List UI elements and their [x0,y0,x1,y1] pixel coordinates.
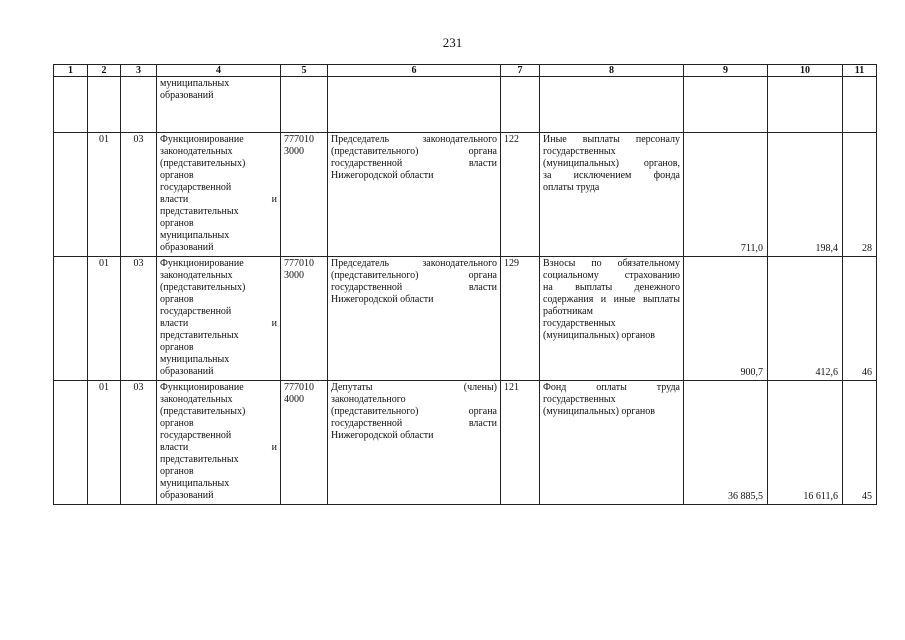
article-name: Депутаты (члены) законодательного (представительного) органа государственной власти Нижегородской области [328,381,501,505]
percent-value: 28 [843,133,877,257]
expense-type-code: 129 [501,257,540,381]
budget-table [53,64,877,505]
percent-value: 46 [843,257,877,381]
header-col-3: 3 [121,65,157,77]
expense-type-name: Иные выплаты персоналу государственных (муниципальных) органов, за исключением фонда оплаты труда [540,133,684,257]
header-col-1: 1 [54,65,88,77]
expense-type-code: 121 [501,381,540,505]
actual-value: 198,4 [768,133,843,257]
header-col-2: 2 [88,65,121,77]
table-row-continuation [54,77,877,133]
plan-value: 900,7 [684,257,768,381]
header-col-9: 9 [684,65,768,77]
article-name: Председатель законодательного (представительного) органа государственной власти Нижегородской области [328,133,501,257]
table-row [54,133,877,257]
subsection-code: 03 [121,381,157,505]
target-article: 777010 3000 [281,257,328,381]
expense-type-code: 122 [501,133,540,257]
expense-type-name: Взносы по обязательному социальному страхованию на выплаты денежного содержания и иные выплаты работникам государственных (муниципальных) органов [540,257,684,381]
section-code: 01 [88,133,121,257]
table-row [54,257,877,381]
header-col-4: 4 [157,65,281,77]
section-name: Функционирование законодательных (представительных) органов государственной власти и представительных органов муниципальных образований [157,257,281,381]
target-article: 777010 4000 [281,381,328,505]
header-col-7: 7 [501,65,540,77]
header-col-11: 11 [843,65,877,77]
table-row [54,381,877,505]
actual-value: 16 611,6 [768,381,843,505]
plan-value: 36 885,5 [684,381,768,505]
percent-value: 45 [843,381,877,505]
plan-value: 711,0 [684,133,768,257]
section-code: 01 [88,381,121,505]
subsection-code: 03 [121,257,157,381]
subsection-code: 03 [121,133,157,257]
section-name: Функционирование законодательных (представительных) органов государственной власти и представительных органов муниципальных образований [157,133,281,257]
section-name: муниципальных образований [157,77,281,133]
header-col-5: 5 [281,65,328,77]
actual-value: 412,6 [768,257,843,381]
section-code: 01 [88,257,121,381]
target-article: 777010 3000 [281,133,328,257]
page-number: 231 [442,35,463,50]
header-col-10: 10 [768,65,843,77]
section-name: Функционирование законодательных (представительных) органов государственной власти и представительных органов муниципальных образований [157,381,281,505]
header-row [54,65,877,77]
expense-type-name: Фонд оплаты труда государственных (муниципальных) органов [540,381,684,505]
header-col-8: 8 [540,65,684,77]
header-col-6: 6 [328,65,501,77]
article-name: Председатель законодательного (представительного) органа государственной власти Нижегородской области [328,257,501,381]
